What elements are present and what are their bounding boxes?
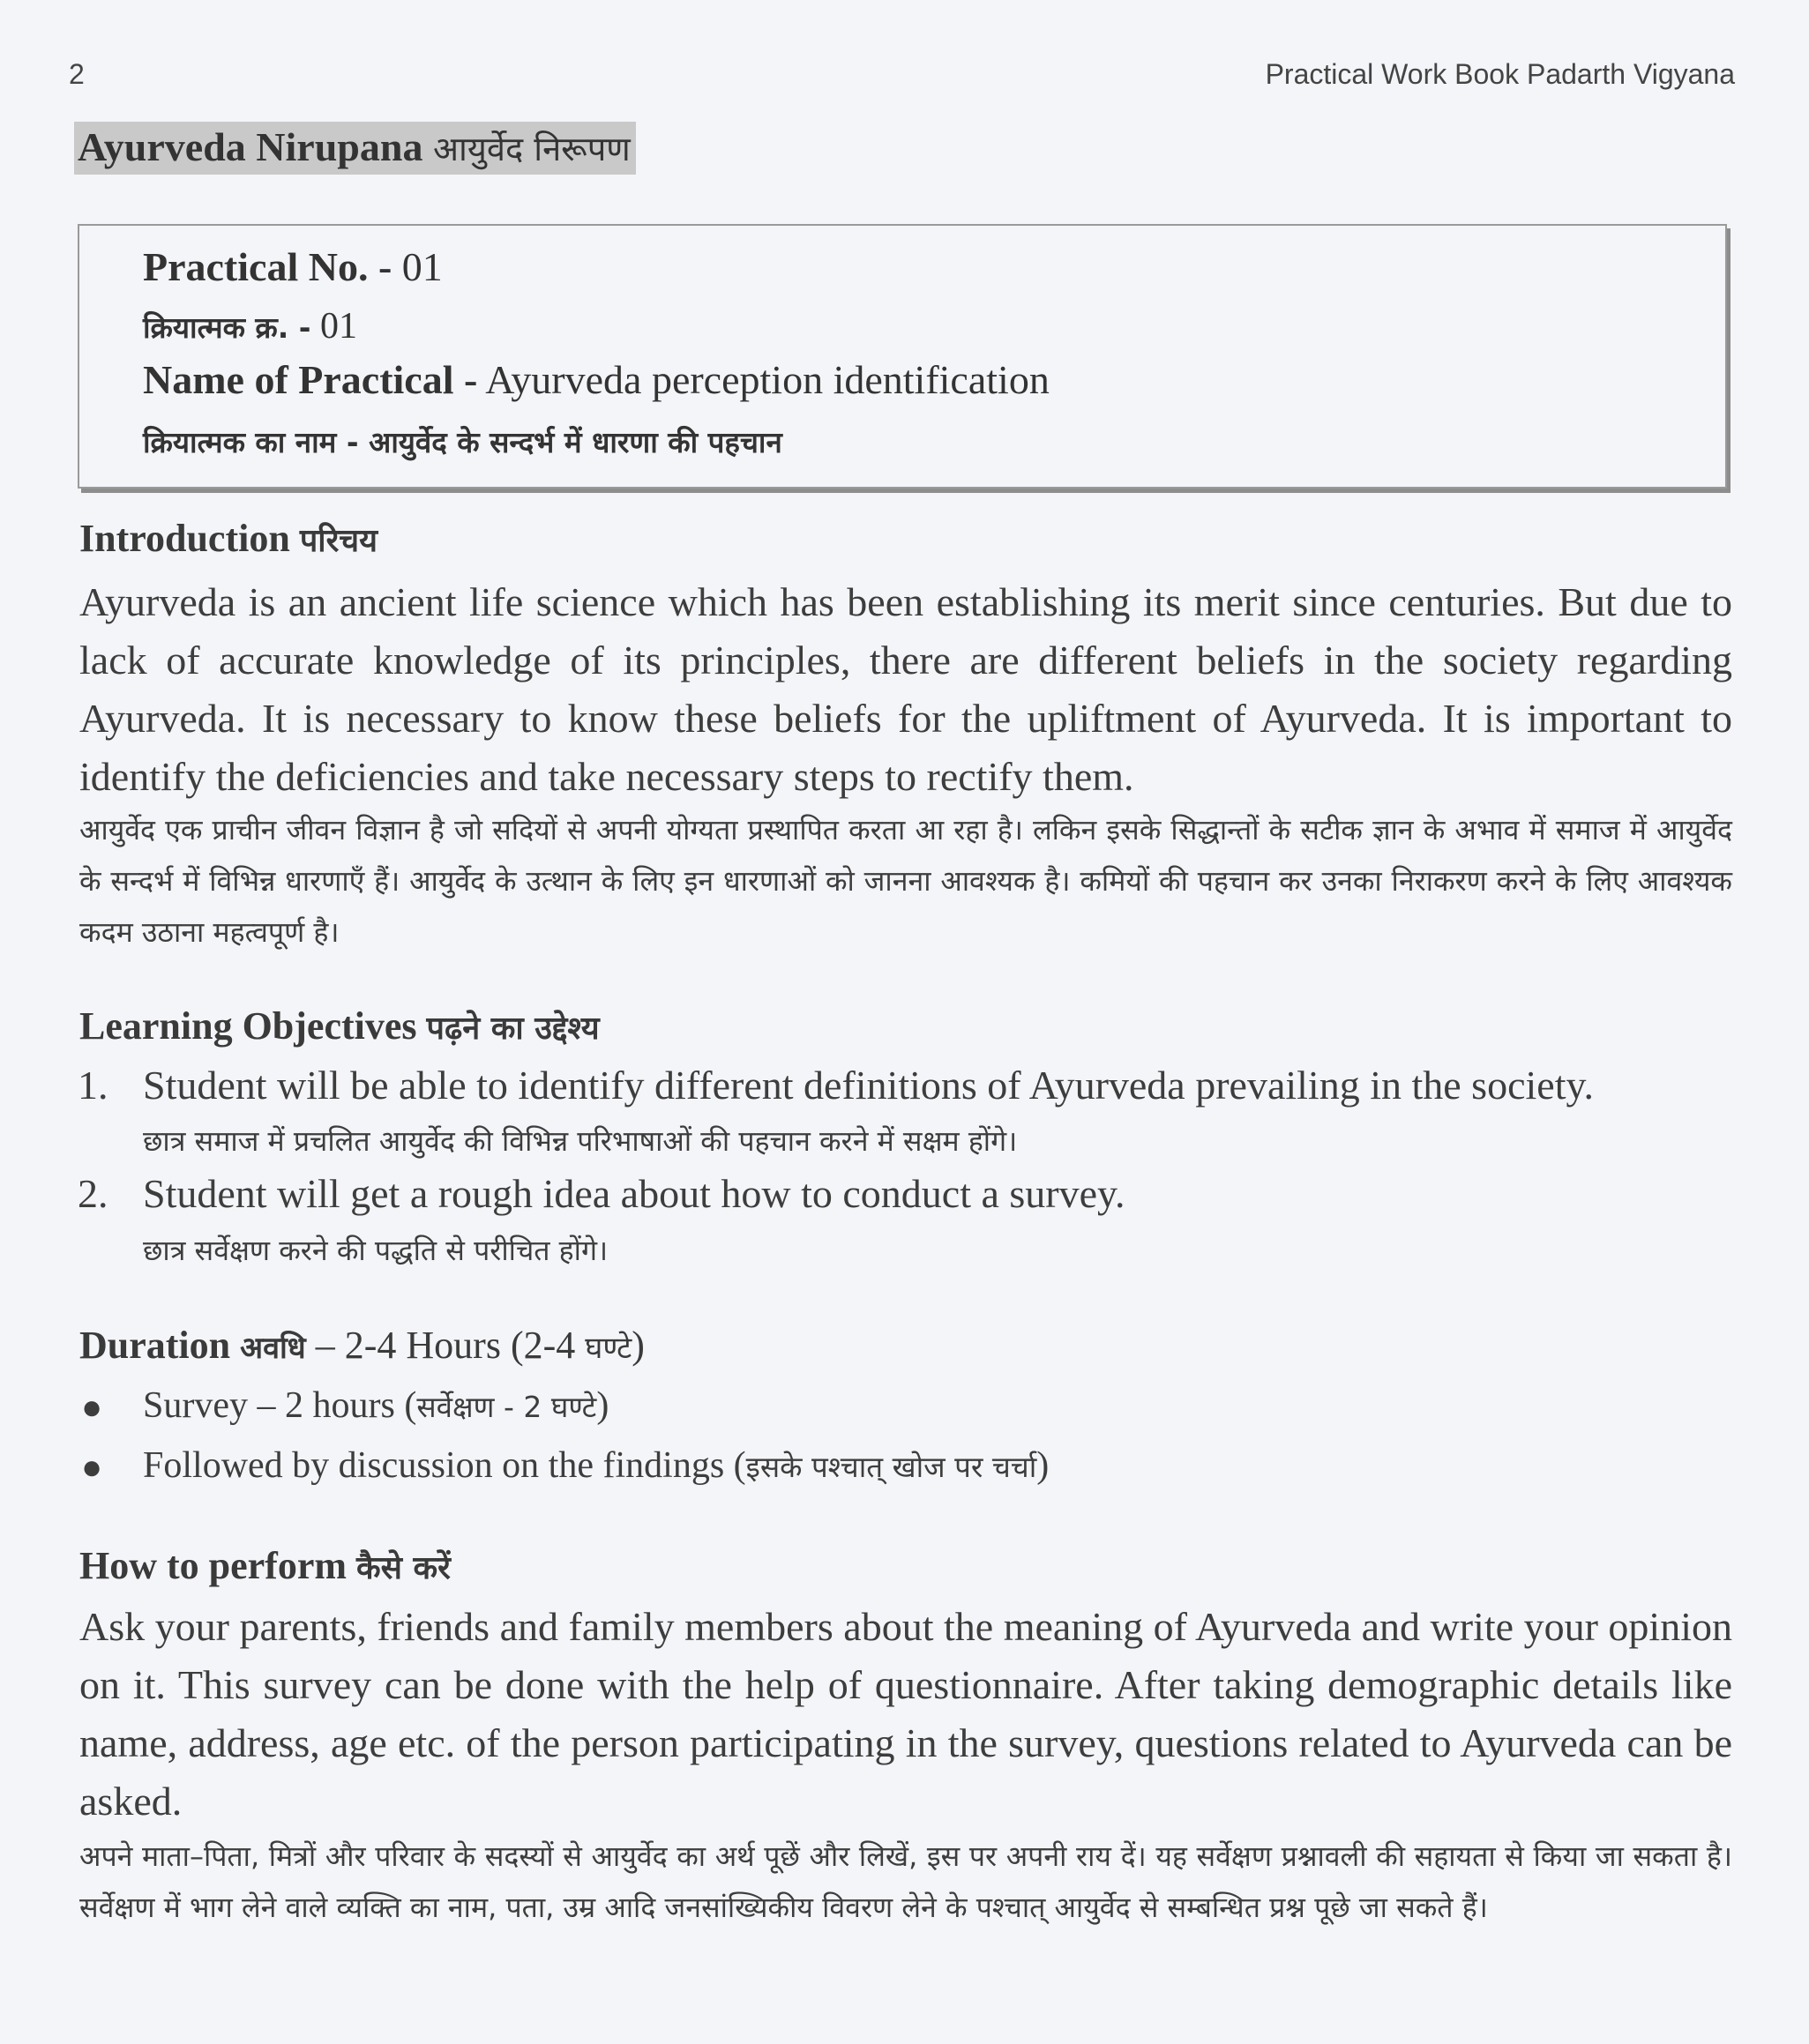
practical-number bbox=[143, 243, 443, 290]
duration-heading-en: Duration bbox=[79, 1324, 231, 1367]
duration-bullet-hi: इसके पश्चात् खोज पर चर्चा bbox=[745, 1450, 1037, 1484]
objective-text-en: Student will get a rough idea about how to conduct a survey. bbox=[143, 1171, 1125, 1216]
running-header bbox=[69, 58, 1735, 93]
practical-name-hi: क्रियात्मक का नाम - आयुर्वेद के सन्दर्भ में धारणा की पहचान bbox=[143, 425, 782, 459]
introduction-text-hi: आयुर्वेद एक प्राचीन जीवन विज्ञान है जो सदियों से अपनी योग्यता प्रस्थापित करता आ रहा है। लकिन इसके सिद्धान्तों के सटीक ज्ञान के अभाव में समाज में आयुर्वेद के सन्दर्भ में विभिन्न धारणाएँ हैं। आयुर्वेद के उत्थान के लिए इन धारणाओं को जानना आवश्यक है। कमियों की पहचान कर उनका निराकरण करने के लिए आवश्यक कदम उठाना महत्वपूर्ण है। bbox=[79, 813, 1732, 949]
objectives-heading-en: Learning Objectives bbox=[79, 1004, 417, 1048]
practical-name-value: Ayurveda perception identification bbox=[477, 357, 1050, 402]
how-to-perform-text-hi: अपने माता–पिता, मित्रों और परिवार के सदस्यों से आयुर्वेद का अर्थ पूछें और लिखें, इस पर अपनी राय दें। यह सर्वेक्षण प्रश्नावली की सहायता से किया जा सकता है। सर्वेक्षण में भाग लेने वाले व्यक्ति का नाम, पता, उम्र आदि जनसांख्यिकीय विवरण लेने के पश्चात् आयुर्वेद से सम्बन्धित प्रश्न पूछे जा सकते हैं। bbox=[79, 1839, 1732, 1924]
practical-number-value-hi: 01 bbox=[310, 306, 357, 347]
objective-text-hi: छात्र समाज में प्रचलित आयुर्वेद की विभिन्न परिभाषाओं की पहचान करने में सक्षम होंगे। bbox=[143, 1124, 1018, 1158]
duration-bullet bbox=[143, 1384, 609, 1427]
objective-text-en: Student will be able to identify different definitions of Ayurveda prevailing in the society. bbox=[143, 1063, 1594, 1108]
duration-bullet-close: ) bbox=[596, 1385, 609, 1426]
duration-value-close: ) bbox=[632, 1324, 645, 1367]
duration-bullet-en: Followed by discussion on the findings ( bbox=[143, 1445, 746, 1486]
objectives-heading bbox=[79, 1003, 600, 1048]
duration-bullet bbox=[143, 1444, 1049, 1487]
how-to-perform-heading-hi: कैसे करें bbox=[356, 1550, 451, 1586]
page-number: 2 bbox=[69, 58, 85, 90]
duration-heading bbox=[79, 1323, 645, 1368]
objective-number: 1. bbox=[78, 1063, 108, 1108]
bullet-icon: ● bbox=[81, 1387, 103, 1427]
chapter-title-en: Ayurveda Nirupana bbox=[78, 124, 423, 169]
chapter-title-hi: आयुर्वेद निरूपण bbox=[432, 130, 631, 168]
how-to-perform-heading-en: How to perform bbox=[79, 1544, 348, 1587]
practical-name-label: Name of Practical - bbox=[143, 357, 478, 402]
practical-name bbox=[143, 356, 1050, 403]
chapter-title bbox=[74, 122, 636, 175]
duration-value: – 2-4 Hours (2-4 bbox=[305, 1324, 586, 1367]
duration-heading-hi: अवधि bbox=[240, 1331, 306, 1366]
practical-number-label-hi: क्रियात्मक क्र. - bbox=[143, 310, 311, 345]
duration-bullet-en: Survey – 2 hours ( bbox=[143, 1385, 417, 1426]
introduction-heading-en: Introduction bbox=[79, 517, 290, 560]
duration-value-hi: घण्टे bbox=[585, 1331, 632, 1366]
practical-info-box bbox=[78, 224, 1727, 489]
introduction-text-en: Ayurveda is an ancient life science which has been establishing its merit since centuries. But due to lack of accurate knowledge of its principles, there are different beliefs in the society regarding Ayurveda. It is necessary to know these beliefs for the upliftment of Ayurveda. It is important to identify the deficiencies and take necessary steps to rectify them. bbox=[79, 579, 1732, 799]
practical-number-hi bbox=[143, 305, 357, 347]
duration-bullet-close: ) bbox=[1036, 1445, 1050, 1486]
introduction-heading-hi: परिचय bbox=[299, 523, 378, 559]
objective-text-hi: छात्र सर्वेक्षण करने की पद्धति से परीचित होंगे। bbox=[143, 1234, 609, 1267]
how-to-perform-heading bbox=[79, 1543, 451, 1588]
book-title: Practical Work Book Padarth Vigyana bbox=[1265, 58, 1735, 90]
introduction-heading bbox=[79, 516, 377, 561]
objective-number: 2. bbox=[78, 1171, 108, 1216]
objectives-heading-hi: पढ़ने का उद्देश्य bbox=[426, 1011, 600, 1047]
duration-bullet-hi: सर्वेक्षण - 2 घण्टे bbox=[416, 1390, 597, 1424]
practical-number-label: Practical No. - bbox=[143, 244, 392, 289]
bullet-icon: ● bbox=[81, 1447, 103, 1487]
practical-number-value: 01 bbox=[392, 244, 443, 289]
how-to-perform-text-en: Ask your parents, friends and family members about the meaning of Ayurveda and write your opinion on it. This survey can be done with the help of questionnaire. After taking demographic details like name, address, age etc. of the person participating in the survey, questions related to Ayurveda can be asked. bbox=[79, 1604, 1732, 1824]
